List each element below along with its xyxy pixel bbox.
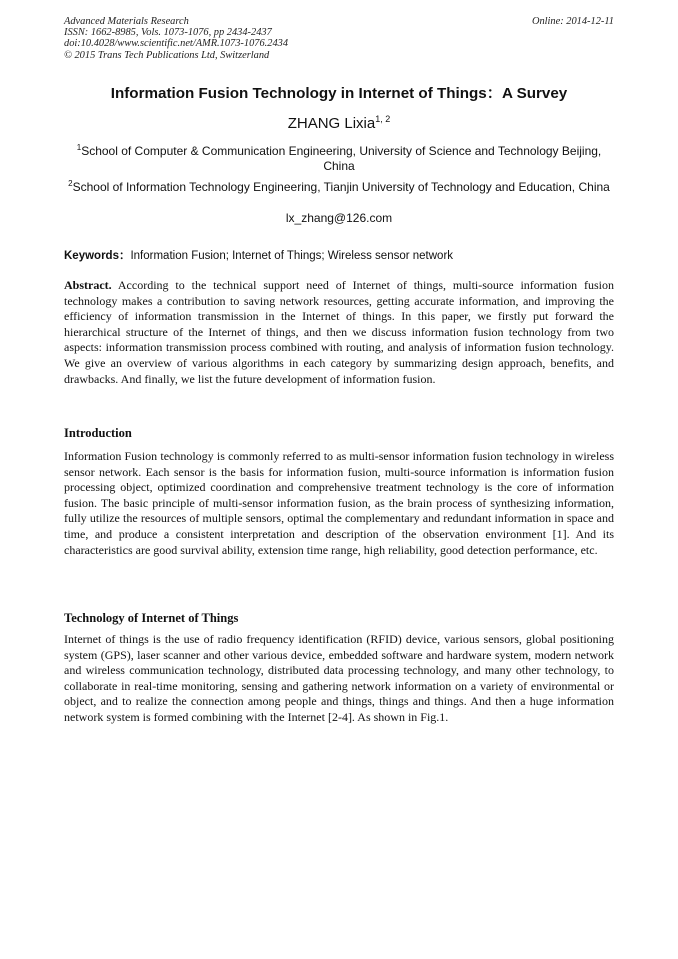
affiliation-text: School of Information Technology Engineering, Tianjin University of Technology and Education, China: [72, 180, 610, 194]
author-name: ZHANG Lixia: [287, 115, 376, 132]
keywords: [64, 247, 614, 263]
doi-link[interactable]: doi:10.4028/www.scientific.net/AMR.1073-1076.2434: [64, 38, 289, 50]
journal-header: [64, 16, 614, 61]
paper-title: Information Fusion Technology in Internet of Things：A Survey: [110, 85, 568, 102]
abstract-text: According to the technical support need of Internet of things, multi-source information fusion technology makes a contribution to saving network resources, getting accurate information, and improving the efficiency of information transmission in the Internet of things. In this paper, we firstly put forward the hierarchical structure of the Internet of things, and then we discuss information fusion technology from two aspects: information transmission process combined with routing, and analysis of information fusion technology. We give an overview of various algorithms in each category by summarizing design approach, benefits, and drawbacks. And finally, we list the future development of information fusion.: [64, 278, 614, 386]
keywords-label: Keywords：: [64, 250, 131, 262]
section-body-technology-iot: Internet of things is the use of radio frequency identification (RFID) device, various sensors, global positioning system (GPS), laser scanner and other various device, embedded software and hardware system, modern network and wireless communication technology, distributed data processing technology, and many other technology, to collaborate in real-time monitoring, sensing and gathering network information on a variety of environmental or object, and to realize the connection among people and things, things and things. And then a huge information network system is formed combining with the Internet [2-4]. As shown in Fig.1.: [64, 632, 614, 724]
online-date: Online: 2014-12-11: [531, 16, 614, 27]
affiliation-mark: 1: [76, 143, 82, 152]
affiliation-mark: 2: [68, 179, 73, 188]
author-affiliation-marks: 1, 2: [375, 114, 391, 124]
abstract-label: Abstract.: [64, 278, 112, 292]
keywords-text: Information Fusion; Internet of Things; Wireless sensor network: [130, 250, 454, 262]
affiliation-2: [60, 176, 618, 195]
affiliation-1: [60, 140, 618, 174]
copyright-line: © 2015 Trans Tech Publications Ltd, Switzerland: [64, 49, 270, 61]
author-line: [0, 114, 678, 132]
section-heading-technology-iot: Technology of Internet of Things: [64, 611, 239, 625]
author-email[interactable]: lx_zhang@126.com: [285, 211, 393, 225]
section-heading-introduction: Introduction: [64, 426, 132, 440]
section-body-introduction: Information Fusion technology is commonly referred to as multi-sensor information fusion technology in wireless sensor network. Each sensor is the basis for information fusion, multi-source information is information fusion processing object, optimized coordination and comprehensive treatment technology is the core of information fusion. The basic principle of multi-sensor information fusion, as the brain process of synthesizing information, fully utilize the resources of multiple sensors, optimal the complementary and redundant information in space and time, and produce a consistent interpretation and description of the observation environment [1]. And its characteristics are good survival ability, extension time range, high reliability, good detection performance, etc.: [64, 449, 614, 557]
issn-line: ISSN: 1662-8985, Vols. 1073-1076, pp 2434-2437: [64, 27, 272, 39]
journal-name: Advanced Materials Research: [64, 16, 189, 27]
abstract: [64, 278, 614, 387]
affiliation-text: School of Computer & Communication Engineering, University of Science and Technology Beijing, China: [81, 144, 602, 173]
